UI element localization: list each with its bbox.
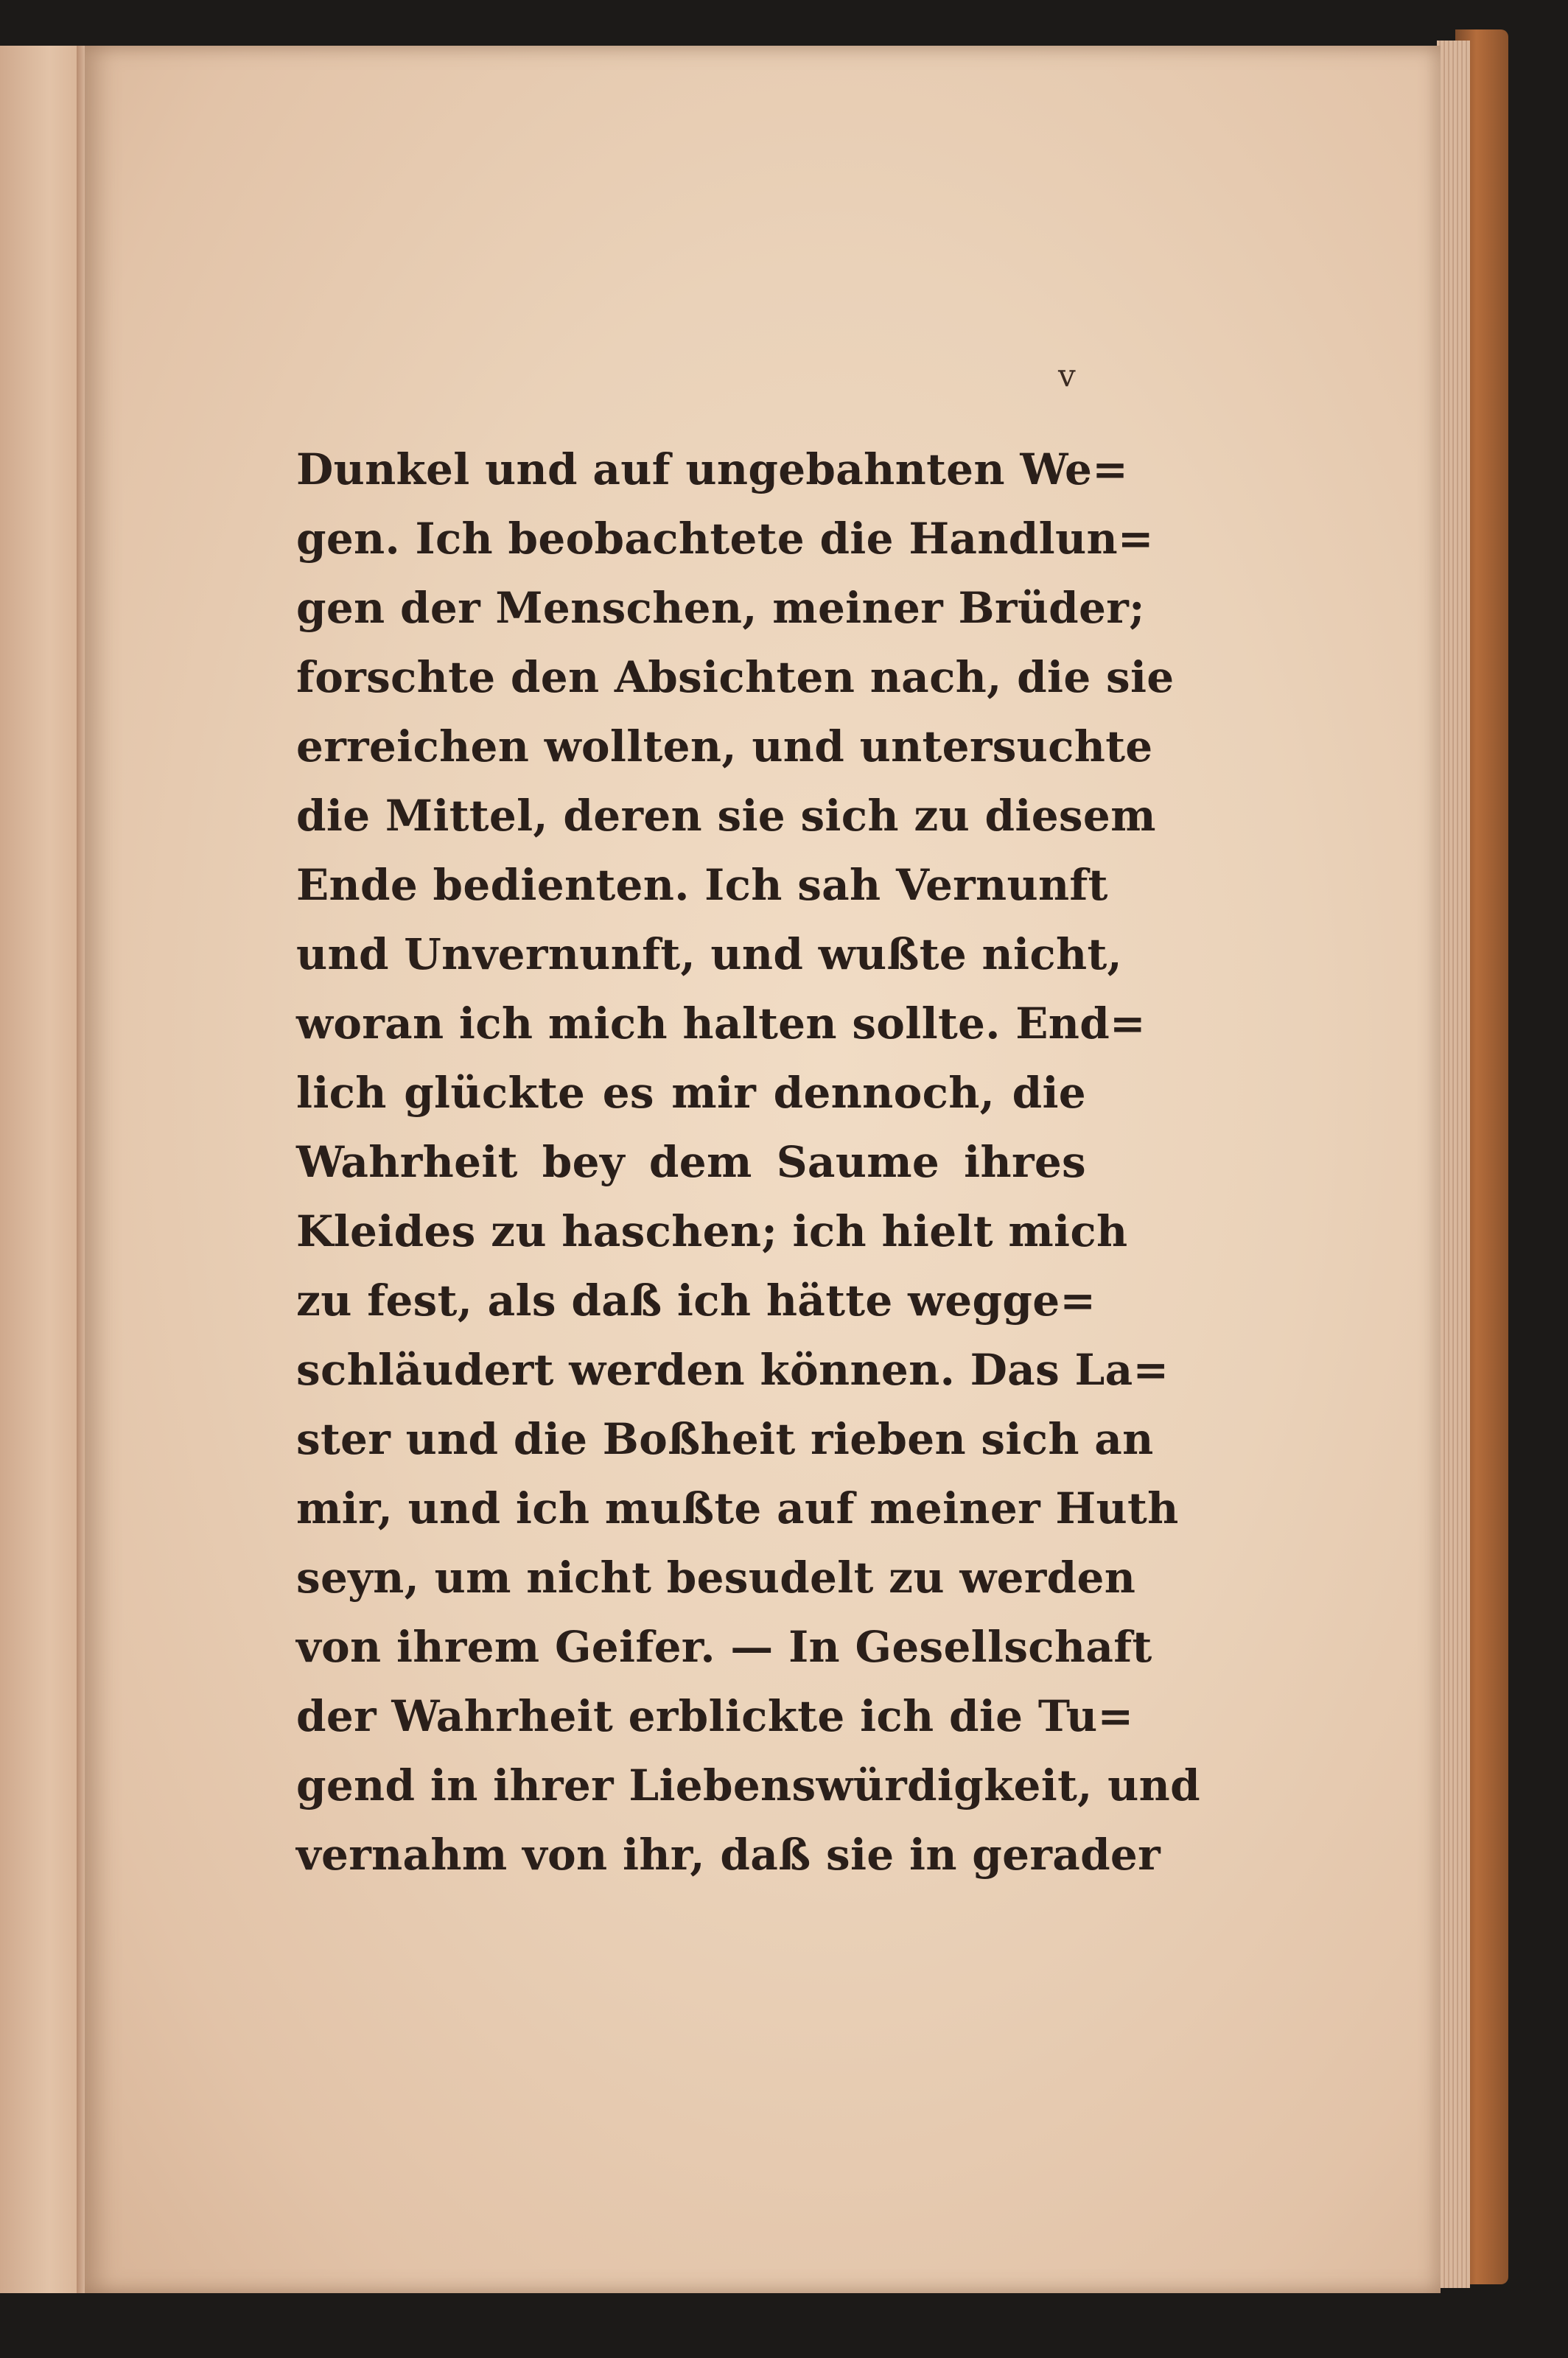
text-line: mir, und ich mußte auf meiner Huth	[296, 1483, 1179, 1533]
text-line: seyn, um nicht besudelt zu werden	[296, 1553, 1136, 1603]
text-line: von ihrem Geifer. — In Gesellschaft	[296, 1622, 1152, 1672]
text-line: und Unvernunft, und wußte nicht,	[296, 929, 1123, 979]
page-block-edge	[1437, 41, 1470, 2288]
body-text	[296, 435, 1200, 1889]
text-line: lich glückte es mir dennoch, die	[296, 1068, 1086, 1118]
text-line: Kleides zu haschen; ich hielt mich	[296, 1206, 1128, 1256]
text-line: forschte den Absichten nach, die sie	[296, 652, 1175, 702]
text-line: ster und die Boßheit rieben sich an	[296, 1414, 1154, 1464]
text-line: Dunkel und auf ungebahnten We=	[296, 444, 1129, 494]
page-number: v	[1058, 357, 1076, 393]
text-line: gen der Menschen, meiner Brüder;	[296, 583, 1145, 633]
text-line: gen. Ich beobachtete die Handlun=	[296, 514, 1154, 564]
text-line: Ende bedienten. Ich sah Vernunft	[296, 860, 1108, 910]
text-line: Wahrheit bey dem Saume ihres	[296, 1137, 1086, 1187]
text-line: woran ich mich halten sollte. End=	[296, 998, 1146, 1049]
text-line: gend in ihrer Liebenswürdigkeit, und	[296, 1760, 1200, 1811]
text-line: zu fest, als daß ich hätte wegge=	[296, 1276, 1096, 1326]
text-line: schläudert werden können. Das La=	[296, 1345, 1169, 1395]
text-line: vernahm von ihr, daß sie in gerader	[296, 1830, 1161, 1880]
previous-page-edge	[0, 46, 85, 2293]
text-line: die Mittel, deren sie sich zu diesem	[296, 791, 1156, 841]
text-line: der Wahrheit erblickte ich die Tu=	[296, 1691, 1134, 1741]
text-line: erreichen wollten, und untersuchte	[296, 721, 1153, 772]
